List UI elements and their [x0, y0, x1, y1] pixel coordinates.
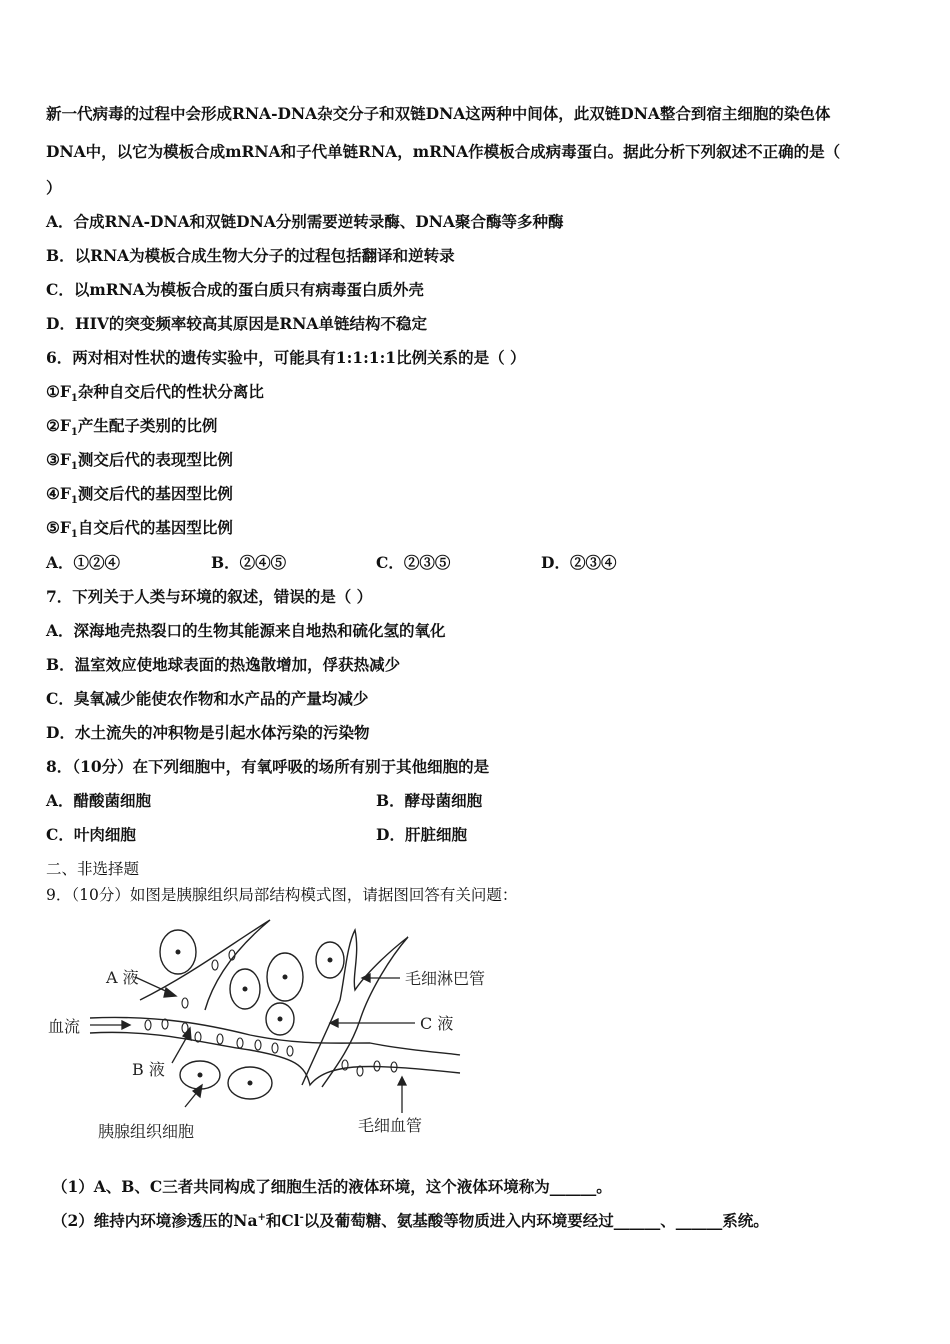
- q6-item-4: $④F_1$测交后代的基因型比例: [46, 484, 233, 507]
- q6-item-1: $①F_1$杂种自交后代的性状分离比: [46, 382, 264, 405]
- b-liquid-arrow: [172, 1035, 188, 1063]
- q5-option-c: C．以mRNA为模板合成的蛋白质只有病毒蛋白质外壳: [46, 280, 424, 299]
- label-lymph-capillary: 毛细淋巴管: [405, 969, 486, 988]
- q5-option-b: B．以RNA为模板合成生物大分子的过程包括翻译和逆转录: [46, 246, 455, 265]
- q6-stem: 6．两对相对性状的遗传实验中，可能具有1:1:1:1比例关系的是（ ）: [46, 348, 526, 367]
- q7-option-a: A．深海地壳热裂口的生物其能源来自地热和硫化氢的氧化: [46, 621, 446, 640]
- q6-item-3: $③F_1$测交后代的表现型比例: [46, 450, 233, 473]
- q5-stem-line2: DNA中，以它为模板合成mRNA和子代单链RNA，mRNA作模板合成病毒蛋白。据此分析下列叙述不正确的是（: [46, 142, 841, 161]
- q5-stem-line3: ）: [46, 178, 62, 197]
- q8-stem: 8．（10分）在下列细胞中，有氧呼吸的场所有别于其他细胞的是: [46, 757, 490, 776]
- q8-option-d: D．肝脏细胞: [376, 825, 467, 844]
- blood-cell: [357, 1066, 363, 1076]
- q6-option-d: D．②③④: [541, 553, 617, 572]
- label-c-liquid: C 液: [420, 1014, 454, 1033]
- q9-sub2: （2）维持内环境渗透压的Na+和Cl-以及葡萄糖、氨基酸等物质进入内环境要经过______、______系统。: [52, 1211, 769, 1230]
- diagram-svg: [40, 915, 510, 1155]
- blood-cell: [145, 1020, 151, 1030]
- cell-nucleus: [176, 950, 181, 955]
- blood-cell: [237, 1038, 243, 1048]
- pancreas-tissue-diagram: [40, 915, 510, 1155]
- q6-option-c: C．②③⑤: [376, 553, 451, 572]
- label-blood-flow: 血流: [48, 1017, 81, 1036]
- q6-option-b: B．②④⑤: [211, 553, 287, 572]
- q5-option-d: D．HIV的突变频率较高其原因是RNA单链结构不稳定: [46, 314, 427, 333]
- cell-nucleus: [283, 975, 288, 980]
- q8-option-c: C．叶肉细胞: [46, 825, 136, 844]
- blood-cell: [217, 1034, 223, 1044]
- q7-stem: 7．下列关于人类与环境的叙述，错误的是（ ）: [46, 587, 373, 606]
- a-liquid-arrow: [135, 977, 170, 993]
- blood-cell: [255, 1040, 261, 1050]
- cell-nucleus: [243, 987, 248, 992]
- q7-option-c: C．臭氧减少能使农作物和水产品的产量均减少: [46, 689, 369, 708]
- blood-cell: [272, 1043, 278, 1053]
- label-a-liquid: A 液: [106, 968, 139, 987]
- q5-option-a: A．合成RNA-DNA和双链DNA分别需要逆转录酶、DNA聚合酶等多种酶: [46, 212, 564, 231]
- q9-stem: 9．（10分）如图是胰腺组织局部结构模式图，请据图回答有关问题：: [46, 886, 518, 904]
- section-title: 二、非选择题: [46, 860, 140, 878]
- q7-option-b: B．温室效应使地球表面的热逸散增加，俘获热减少: [46, 655, 401, 674]
- label-pancreas-cell: 胰腺组织细胞: [98, 1122, 195, 1141]
- q6-item-2: $②F_1$产生配子类别的比例: [46, 416, 218, 439]
- q7-option-d: D．水土流失的冲积物是引起水体污染的污染物: [46, 723, 370, 742]
- a-liquid-arrowhead: [164, 988, 176, 997]
- vessel-outline: [140, 920, 270, 1010]
- q9-sub1: （1）A、B、C三者共同构成了细胞生活的液体环境，这个液体环境称为______。: [52, 1177, 612, 1196]
- cell-nucleus: [248, 1081, 253, 1086]
- blood-flow-arrowhead: [122, 1021, 130, 1029]
- q6-item-5: $⑤F_1$自交后代的基因型比例: [46, 518, 233, 541]
- blood-cell: [287, 1046, 293, 1056]
- q6-option-a: A．①②④: [46, 553, 121, 572]
- blood-cell: [212, 960, 218, 970]
- q5-stem-line1: 新一代病毒的过程中会形成RNA-DNA杂交分子和双链DNA这两种中间体，此双链DNA整合到宿主细胞的染色体: [46, 104, 831, 123]
- label-capillary: 毛细血管: [358, 1116, 423, 1135]
- capillary-arrowhead: [398, 1077, 406, 1085]
- label-b-liquid: B 液: [132, 1060, 165, 1079]
- cell-nucleus: [328, 958, 333, 963]
- blood-cell: [182, 998, 188, 1008]
- cell-nucleus: [198, 1073, 203, 1078]
- q8-option-a: A．醋酸菌细胞: [46, 791, 152, 810]
- q8-option-b: B．酵母菌细胞: [376, 791, 483, 810]
- cell-nucleus: [278, 1017, 283, 1022]
